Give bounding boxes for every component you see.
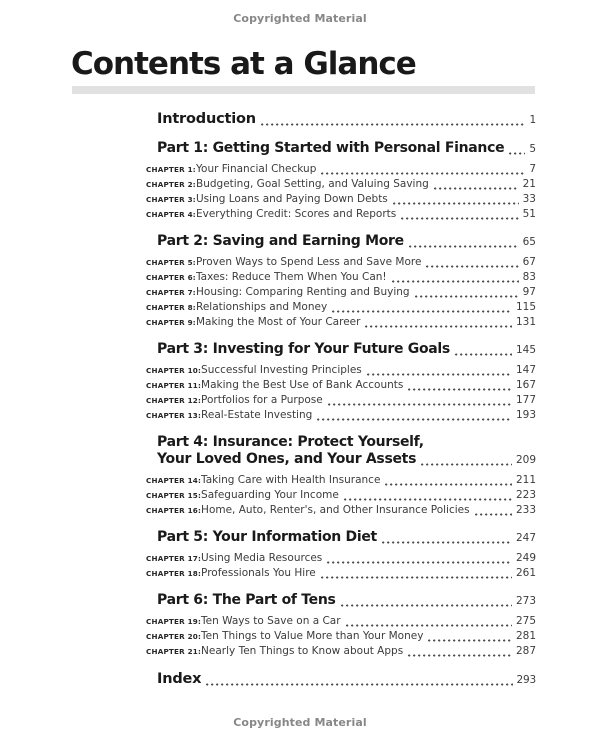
page-number: 293 — [516, 674, 536, 686]
page-number: 115 — [515, 301, 536, 313]
page-number: 131 — [515, 316, 536, 328]
chapter-label: CHAPTER 14: — [146, 476, 202, 485]
chapter-title: Nearly Ten Things to Know about Apps — [201, 645, 404, 657]
dot-leader — [317, 418, 512, 421]
parts-list — [146, 140, 536, 659]
page-number: 51 — [522, 208, 536, 220]
page-number: 5 — [529, 143, 536, 155]
toc-entry-index — [146, 671, 536, 689]
dot-leader — [341, 604, 512, 607]
toc-part — [146, 233, 536, 330]
dot-leader — [367, 373, 512, 376]
chapter-title: Home, Auto, Renter's, and Other Insurance Policies — [201, 504, 470, 516]
part-heading-row — [157, 233, 536, 251]
page-number: 21 — [522, 178, 536, 190]
part-heading — [146, 434, 536, 469]
dot-leader — [409, 245, 519, 248]
entry-title: Introduction — [157, 111, 256, 127]
part-title-line: Part 4: Insurance: Protect Yourself, — [157, 434, 424, 450]
dot-leader — [365, 325, 512, 328]
toc-chapter-row — [146, 473, 536, 488]
chapter-label: CHAPTER 7: — [146, 288, 196, 297]
page-number: 275 — [515, 615, 536, 627]
toc-chapter-row — [146, 566, 536, 581]
chapter-title: Relationships and Money — [196, 301, 328, 313]
toc-chapter-row — [146, 192, 536, 207]
chapter-label: CHAPTER 16: — [146, 506, 202, 515]
dot-leader — [401, 217, 518, 220]
part-title: Part 2: Saving and Earning More — [157, 233, 404, 249]
chapter-title: Portfolios for a Purpose — [201, 394, 323, 406]
chapter-label: CHAPTER 10: — [146, 366, 202, 375]
part-heading — [146, 592, 536, 610]
part-heading — [146, 233, 536, 251]
chapter-label: CHAPTER 3: — [146, 195, 196, 204]
page-number: 211 — [515, 474, 536, 486]
dot-leader — [392, 280, 519, 283]
dot-leader — [382, 541, 512, 544]
copyright-notice-bottom: Copyrighted Material — [233, 716, 367, 729]
dot-leader — [408, 654, 512, 657]
toc-part — [146, 341, 536, 423]
page-number: 193 — [515, 409, 536, 421]
chapter-label: CHAPTER 6: — [146, 273, 196, 282]
dot-leader — [509, 152, 525, 155]
page-number: 83 — [522, 271, 536, 283]
page-number: 1 — [529, 114, 536, 126]
title-underline-bar — [72, 86, 535, 94]
chapter-title: Making the Most of Your Career — [196, 316, 361, 328]
dot-leader — [321, 172, 525, 175]
toc-chapter-row — [146, 300, 536, 315]
page-number: 223 — [515, 489, 536, 501]
chapter-list — [146, 614, 536, 659]
chapter-title: Budgeting, Goal Setting, and Valuing Saving — [196, 178, 429, 190]
chapter-label: CHAPTER 19: — [146, 617, 202, 626]
chapter-label: CHAPTER 12: — [146, 396, 202, 405]
dot-leader — [261, 123, 526, 126]
part-heading-row — [157, 341, 536, 359]
part-title: Your Loved Ones, and Your Assets — [157, 451, 417, 467]
dot-leader — [421, 463, 512, 466]
part-title: Part 5: Your Information Diet — [157, 529, 377, 545]
chapter-title: Proven Ways to Spend Less and Save More — [196, 256, 422, 268]
toc-chapter-row — [146, 408, 536, 423]
toc-part — [146, 140, 536, 222]
chapter-title: Your Financial Checkup — [196, 163, 317, 175]
part-heading-row — [157, 140, 536, 158]
chapter-title: Ten Ways to Save on a Car — [201, 615, 341, 627]
dot-leader — [426, 265, 518, 268]
page-number: 65 — [522, 236, 536, 248]
toc-chapter-row — [146, 551, 536, 566]
toc-chapter-row — [146, 503, 536, 518]
toc-part — [146, 434, 536, 518]
part-title: Part 3: Investing for Your Future Goals — [157, 341, 450, 357]
toc-chapter-row — [146, 207, 536, 222]
toc-chapter-row — [146, 488, 536, 503]
chapter-list — [146, 363, 536, 423]
toc-chapter-row — [146, 393, 536, 408]
chapter-title: Taxes: Reduce Them When You Can! — [196, 271, 387, 283]
toc-part — [146, 592, 536, 659]
dot-leader — [332, 310, 512, 313]
dot-leader — [206, 683, 512, 686]
page-number: 233 — [515, 504, 536, 516]
toc-chapter-row — [146, 644, 536, 659]
chapter-title: Using Loans and Paying Down Debts — [196, 193, 388, 205]
page-number: 33 — [522, 193, 536, 205]
toc-part — [146, 529, 536, 581]
dot-leader — [321, 576, 512, 579]
part-heading-row — [157, 529, 536, 547]
page-number: 97 — [522, 286, 536, 298]
part-title: Part 1: Getting Started with Personal Finance — [157, 140, 505, 156]
page-number: 167 — [515, 379, 536, 391]
chapter-label: CHAPTER 9: — [146, 318, 196, 327]
table-of-contents — [146, 111, 536, 689]
page-title: Contents at a Glance — [71, 46, 416, 82]
chapter-title: Taking Care with Health Insurance — [201, 474, 381, 486]
chapter-label: CHAPTER 5: — [146, 258, 196, 267]
toc-chapter-row — [146, 614, 536, 629]
dot-leader — [475, 513, 512, 516]
page-number: 147 — [515, 364, 536, 376]
toc-chapter-row — [146, 629, 536, 644]
chapter-label: CHAPTER 17: — [146, 554, 202, 563]
page-number: 145 — [515, 344, 536, 356]
toc-chapter-row — [146, 315, 536, 330]
toc-chapter-row — [146, 255, 536, 270]
chapter-list — [146, 162, 536, 222]
dot-leader — [455, 353, 512, 356]
chapter-label: CHAPTER 11: — [146, 381, 202, 390]
chapter-title: Everything Credit: Scores and Reports — [196, 208, 397, 220]
dot-leader — [328, 403, 512, 406]
chapter-title: Using Media Resources — [201, 552, 323, 564]
page-number: 261 — [515, 567, 536, 579]
chapter-label: CHAPTER 8: — [146, 303, 196, 312]
chapter-label: CHAPTER 21: — [146, 647, 202, 656]
page-number: 67 — [522, 256, 536, 268]
page-number: 177 — [515, 394, 536, 406]
chapter-label: CHAPTER 13: — [146, 411, 202, 420]
dot-leader — [393, 202, 519, 205]
page-number: 287 — [515, 645, 536, 657]
toc-chapter-row — [146, 378, 536, 393]
part-heading — [146, 529, 536, 547]
part-heading-row — [157, 592, 536, 610]
page-number: 273 — [515, 595, 536, 607]
part-heading — [146, 140, 536, 158]
chapter-title: Professionals You Hire — [201, 567, 316, 579]
dot-leader — [346, 624, 512, 627]
page-number: 209 — [515, 454, 536, 466]
dot-leader — [327, 561, 512, 564]
page-number: 7 — [529, 163, 536, 175]
toc-entry-introduction — [146, 111, 536, 129]
dot-leader — [428, 639, 512, 642]
dot-leader — [415, 295, 519, 298]
part-heading-row — [157, 451, 536, 469]
toc-chapter-row — [146, 270, 536, 285]
chapter-label: CHAPTER 4: — [146, 210, 196, 219]
toc-chapter-row — [146, 177, 536, 192]
chapter-list — [146, 473, 536, 518]
page-number: 281 — [515, 630, 536, 642]
part-heading — [146, 341, 536, 359]
chapter-title: Making the Best Use of Bank Accounts — [201, 379, 404, 391]
chapter-title: Successful Investing Principles — [201, 364, 362, 376]
toc-chapter-row — [146, 363, 536, 378]
chapter-title: Ten Things to Value More than Your Money — [201, 630, 424, 642]
part-title: Part 6: The Part of Tens — [157, 592, 336, 608]
chapter-label: CHAPTER 20: — [146, 632, 202, 641]
dot-leader — [344, 498, 512, 501]
chapter-title: Housing: Comparing Renting and Buying — [196, 286, 410, 298]
copyright-notice-top: Copyrighted Material — [233, 12, 367, 25]
page-number: 249 — [515, 552, 536, 564]
chapter-title: Real-Estate Investing — [201, 409, 313, 421]
dot-leader — [408, 388, 512, 391]
chapter-title: Safeguarding Your Income — [201, 489, 339, 501]
entry-title: Index — [157, 671, 202, 687]
chapter-list — [146, 255, 536, 330]
page-number: 247 — [515, 532, 536, 544]
chapter-label: CHAPTER 2: — [146, 180, 196, 189]
toc-chapter-row — [146, 285, 536, 300]
dot-leader — [385, 483, 512, 486]
chapter-label: CHAPTER 1: — [146, 165, 196, 174]
toc-chapter-row — [146, 162, 536, 177]
chapter-label: CHAPTER 15: — [146, 491, 202, 500]
chapter-label: CHAPTER 18: — [146, 569, 202, 578]
dot-leader — [434, 187, 519, 190]
chapter-list — [146, 551, 536, 581]
